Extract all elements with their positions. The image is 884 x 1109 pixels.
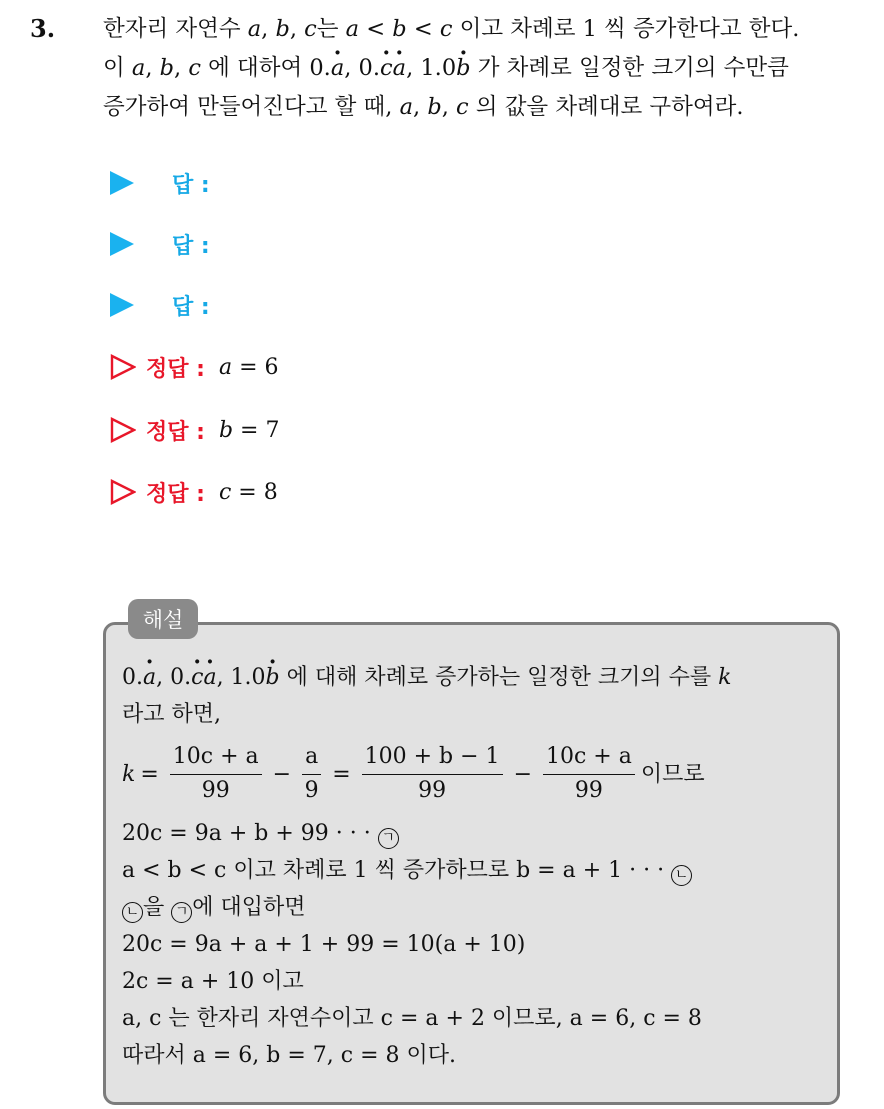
correct-answer-value [219, 480, 278, 505]
correct-answer-label: 정답 : [146, 356, 205, 382]
text: 증가하여 만들어진다고 할 때, [103, 94, 400, 120]
solution-line-2: 라고 하면, [122, 702, 221, 727]
var: b [218, 417, 234, 443]
equals-sign: = [140, 761, 159, 787]
triangle-outline-icon [110, 417, 136, 443]
triangle-outline-icon [110, 354, 136, 380]
solution-line-10: 따라서 a = 6, b = 7, c = 8 이다. [122, 1043, 456, 1068]
repeating-digit: · a [331, 49, 344, 88]
var-b: b [392, 16, 407, 42]
value: = 6 [232, 354, 279, 380]
numerator: 100 + b − 1 [362, 744, 503, 774]
repeating-digit: · b [456, 49, 470, 88]
equals-sign: = [332, 761, 351, 787]
value: = 7 [233, 417, 280, 443]
text: , [441, 94, 457, 120]
minus-sign: − [513, 761, 532, 787]
answer-label: 답 : [172, 172, 210, 198]
text: a < b < c 이고 차례로 1 씩 증가하므로 b = a + 1 · · · [122, 858, 672, 883]
var-k: k [718, 665, 732, 690]
repeating-digit: · b [266, 659, 280, 696]
text: 에 대입하면 [192, 895, 306, 920]
repeating-digit: · a [143, 659, 156, 696]
text: 이고 차례로 1 씩 증가한다고 한다. [452, 16, 800, 42]
denominator: 99 [418, 777, 447, 803]
text: , 0. [344, 55, 381, 81]
repeating-digit: · a [393, 49, 406, 88]
text: , [413, 94, 428, 120]
var-c: c [304, 16, 317, 42]
solution-tab: 해설 [128, 599, 198, 639]
text: 이므로 [640, 761, 705, 787]
text: , [289, 16, 305, 42]
correct-answer-label: 정답 : [146, 419, 205, 445]
triangle-icon [110, 232, 134, 256]
var: a [218, 354, 233, 380]
answer-prompt-1 [110, 163, 210, 203]
solution-line-7: 20c = 9a + a + 1 + 99 = 10(a + 10) [122, 932, 526, 957]
text: , 0. [156, 665, 192, 690]
text: 가 차례로 일정한 크기의 수만큼 [470, 55, 789, 81]
repeating-digit: · c [380, 49, 393, 88]
text: 의 값을 차례대로 구하여라. [468, 94, 744, 120]
solution-line-6 [122, 889, 832, 926]
repeating-digit: · c [191, 659, 203, 696]
solution-line-4 [122, 815, 832, 852]
text: 에 대하여 0. [200, 55, 331, 81]
text: 을 [143, 895, 172, 920]
solution-line-5 [122, 852, 832, 889]
denominator: 99 [574, 777, 603, 803]
value: = 8 [231, 479, 278, 505]
text: , [261, 16, 276, 42]
var-k: k [122, 761, 136, 787]
triangle-icon [110, 171, 134, 195]
var-b: b [275, 16, 290, 42]
var-a: a [345, 16, 360, 42]
text: 0. [122, 665, 143, 690]
circled-label-icon: ㄱ [378, 828, 399, 849]
denominator: 9 [304, 777, 319, 803]
solution-body [122, 659, 832, 1074]
solution-line-9: a, c 는 한자리 자연수이고 c = a + 2 이므로, a = 6, c = 8 [122, 1006, 702, 1031]
fraction-3 [362, 744, 503, 804]
solution-line-8: 2c = a + 10 이고 [122, 969, 304, 994]
minus-sign: − [272, 761, 292, 787]
question-number: 3. [30, 14, 56, 43]
correct-answer-b [110, 410, 279, 450]
circled-label-icon: ㄴ [671, 865, 692, 886]
fraction-4 [543, 744, 635, 804]
solution-line-3-equation [122, 733, 832, 815]
fraction-1 [170, 744, 262, 804]
answer-label: 답 : [172, 233, 210, 259]
text: < [406, 16, 440, 42]
circled-label-icon: ㄴ [122, 902, 143, 923]
var-b: b [159, 55, 175, 81]
correct-answer-label: 정답 : [146, 481, 205, 507]
text: < [359, 16, 393, 42]
var-c: c [439, 16, 453, 42]
repeating-digit: · a [203, 659, 216, 696]
text: , 1.0 [406, 55, 457, 81]
var-a: a [131, 55, 146, 81]
var-a: a [247, 16, 262, 42]
fraction-2 [302, 744, 321, 804]
correct-answer-value [219, 355, 279, 380]
numerator: a [302, 744, 321, 774]
answer-label: 답 : [172, 294, 210, 320]
triangle-icon [110, 293, 134, 317]
question-line-3 [103, 88, 863, 127]
text: , 1.0 [216, 665, 266, 690]
text: 에 대해 차례로 증가하는 일정한 크기의 수를 [279, 665, 719, 690]
text: , [145, 55, 160, 81]
question-line-2 [103, 49, 863, 88]
question-line-1 [103, 10, 863, 49]
numerator: 10c + a [170, 744, 262, 774]
var: c [218, 479, 232, 505]
triangle-outline-icon [110, 479, 136, 505]
correct-answer-c [110, 472, 278, 512]
text: 는 [316, 16, 346, 42]
text: 이 [103, 55, 132, 81]
text: 한자리 자연수 [103, 16, 248, 42]
var-a: a [399, 94, 414, 120]
solution-line-1 [122, 659, 832, 696]
text: , [174, 55, 189, 81]
question-text [103, 10, 863, 127]
circled-label-icon: ㄱ [171, 902, 192, 923]
text: 20c = 9a + b + 99 · · · [122, 821, 378, 846]
denominator: 99 [201, 777, 230, 803]
answer-prompt-3 [110, 285, 210, 325]
numerator: 10c + a [543, 744, 635, 774]
var-b: b [427, 94, 442, 120]
correct-answer-a [110, 347, 279, 387]
answer-prompt-2 [110, 224, 210, 264]
correct-answer-value [219, 418, 280, 443]
var-c: c [188, 55, 201, 81]
var-c: c [456, 94, 469, 120]
